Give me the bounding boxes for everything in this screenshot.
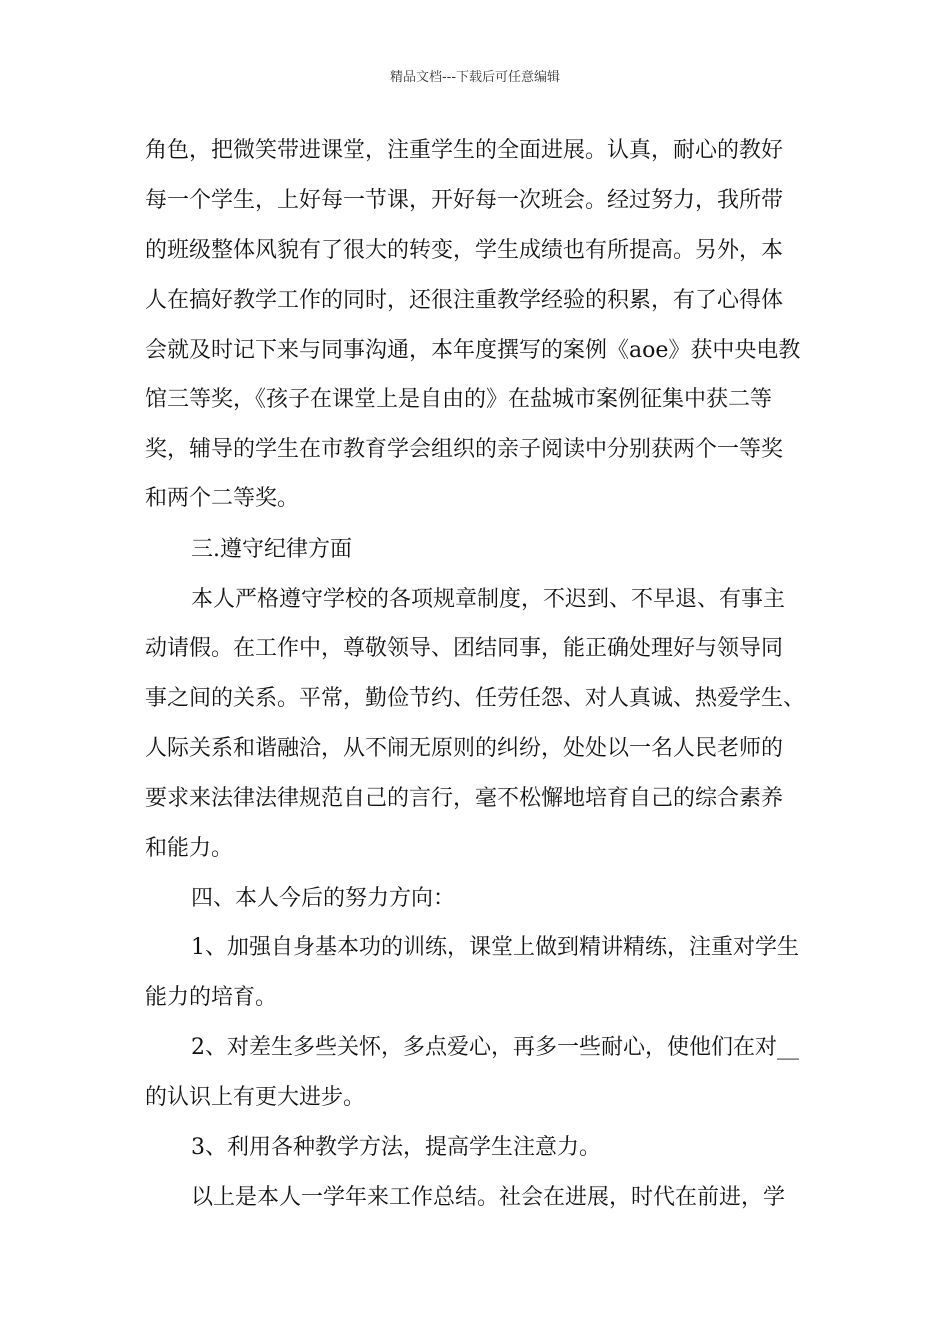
paragraph-line: 要求来法律法律规范自己的言行，毫不松懈地培育自己的综合素养 bbox=[145, 786, 784, 811]
list-item: 2、对差生多些关怀，多点爱心，再多一些耐心，使他们在对__ bbox=[191, 1035, 799, 1060]
paragraph-line: 角色，把微笑带进课堂，注重学生的全面进展。认真，耐心的教好 bbox=[145, 138, 784, 163]
paragraph-line: 人际关系和谐融洽，从不闹无原则的纠纷，处处以一名人民老师的 bbox=[145, 736, 784, 761]
paragraph-line: 和两个二等奖。 bbox=[145, 486, 300, 511]
list-item-continuation: 能力的培育。 bbox=[145, 985, 278, 1010]
paragraph-line: 的班级整体风貌有了很大的转变，学生成绩也有所提高。另外，本 bbox=[145, 238, 784, 263]
paragraph-line: 人在搞好教学工作的同时，还很注重教学经验的积累，有了心得体 bbox=[145, 288, 784, 313]
paragraph-line: 奖，辅导的学生在市教育学会组织的亲子阅读中分别获两个一等奖 bbox=[145, 437, 784, 462]
paragraph-line: 以上是本人一学年来工作总结。社会在进展，时代在前进，学 bbox=[191, 1185, 786, 1210]
list-item: 1、加强自身基本功的训练，课堂上做到精讲精练，注重对学生 bbox=[191, 935, 799, 960]
paragraph-line: 会就及时记下来与同事沟通，本年度撰写的案例《aoe》获中央电教 bbox=[145, 338, 801, 363]
paragraph-line: 动请假。在工作中，尊敬领导、团结同事，能正确处理好与领导同 bbox=[145, 636, 784, 661]
list-item: 3、利用各种教学方法，提高学生注意力。 bbox=[191, 1135, 601, 1160]
paragraph-line: 本人严格遵守学校的各项规章制度，不迟到、不早退、有事主 bbox=[191, 587, 786, 612]
paragraph-line: 每一个学生，上好每一节课，开好每一次班会。经过努力，我所带 bbox=[145, 188, 784, 213]
paragraph-line: 和能力。 bbox=[145, 836, 234, 861]
page-header: 精品文档---下载后可任意编辑 bbox=[389, 70, 561, 85]
section-heading: 四、本人今后的努力方向： bbox=[191, 886, 456, 911]
paragraph-line: 馆三等奖，《孩子在课堂上是自由的》在盐城市案例征集中获二等 bbox=[145, 387, 773, 412]
section-heading: 三.遵守纪律方面 bbox=[191, 537, 352, 562]
paragraph-line: 事之间的关系。平常，勤俭节约、任劳任怨、对人真诚、热爱学生、 bbox=[145, 686, 806, 711]
list-item-continuation: 的认识上有更大进步。 bbox=[145, 1085, 366, 1110]
